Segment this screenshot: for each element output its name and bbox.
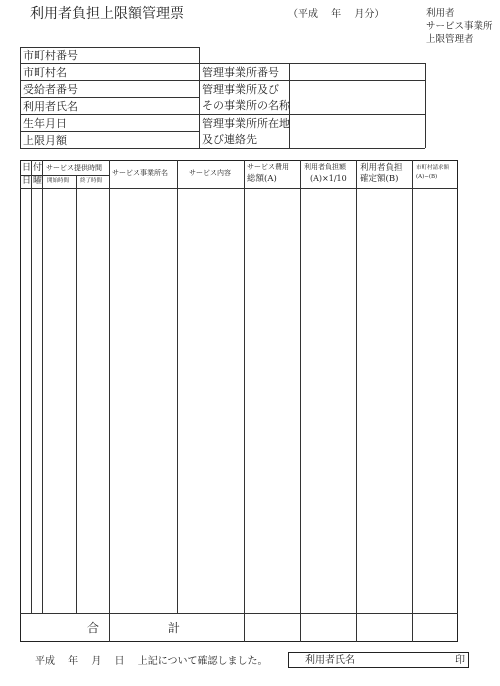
col-service-content: サービス内容 bbox=[189, 169, 231, 177]
col-start-time: 開始時間 bbox=[47, 178, 70, 184]
total-label-right: 計 bbox=[168, 621, 181, 635]
user-name-label: 利用者氏名 bbox=[23, 100, 78, 113]
recipient-no-label: 受給者番号 bbox=[23, 83, 78, 96]
office-name-label-1: 管理事業所及び bbox=[202, 83, 279, 96]
col-day-top: 日 bbox=[22, 163, 32, 173]
recipient-office: サービス事業所 bbox=[426, 21, 493, 32]
col-user-burden-2: (A)×1/10 bbox=[310, 174, 347, 183]
total-label-left: 合 bbox=[87, 621, 100, 635]
seal-mark: 印 bbox=[455, 655, 465, 666]
limit-amount-label: 上限月額 bbox=[23, 134, 67, 147]
confirmation-text: 平成 年 月 日 上記について確認しました。 bbox=[35, 656, 268, 667]
recipient-user: 利用者 bbox=[426, 8, 455, 19]
birth-date-label: 生年月日 bbox=[23, 117, 67, 130]
col-end-time: 終了時間 bbox=[80, 178, 103, 184]
office-name-label-2: その事業所の名称 bbox=[202, 99, 290, 112]
recipient-manager: 上限管理者 bbox=[426, 34, 474, 45]
col-office-name: サービス事業所名 bbox=[112, 169, 168, 177]
municipality-name-label: 市町村名 bbox=[23, 66, 67, 79]
col-day: 日 bbox=[22, 176, 32, 186]
col-confirmed-1: 利用者負担 bbox=[360, 163, 403, 173]
municipality-no-label: 市町村番号 bbox=[23, 49, 78, 62]
col-claim-2: (A)−(B) bbox=[416, 174, 438, 180]
col-service-time: サービス提供時間 bbox=[46, 164, 102, 172]
office-addr-label-2: 及び連絡先 bbox=[202, 133, 257, 146]
col-weekday: 曜 bbox=[33, 176, 43, 186]
col-weekday-top: 付 bbox=[33, 163, 43, 173]
col-confirmed-2: 確定額(B) bbox=[360, 174, 399, 184]
period-label: （平成 年 月分） bbox=[288, 9, 385, 20]
form-title: 利用者負担上限額管理票 bbox=[30, 6, 184, 22]
col-user-burden-1: 利用者負担額 bbox=[304, 163, 346, 171]
office-no-label: 管理事業所番号 bbox=[202, 66, 279, 79]
col-cost-2: 総額(A) bbox=[247, 174, 277, 184]
col-claim-1: 市町村請求額 bbox=[416, 165, 450, 171]
col-cost-1: サービス費用 bbox=[247, 163, 289, 171]
office-addr-label-1: 管理事業所所在地 bbox=[202, 117, 290, 130]
user-signature-box bbox=[288, 652, 469, 668]
signature-user-name-label: 利用者氏名 bbox=[305, 655, 355, 666]
